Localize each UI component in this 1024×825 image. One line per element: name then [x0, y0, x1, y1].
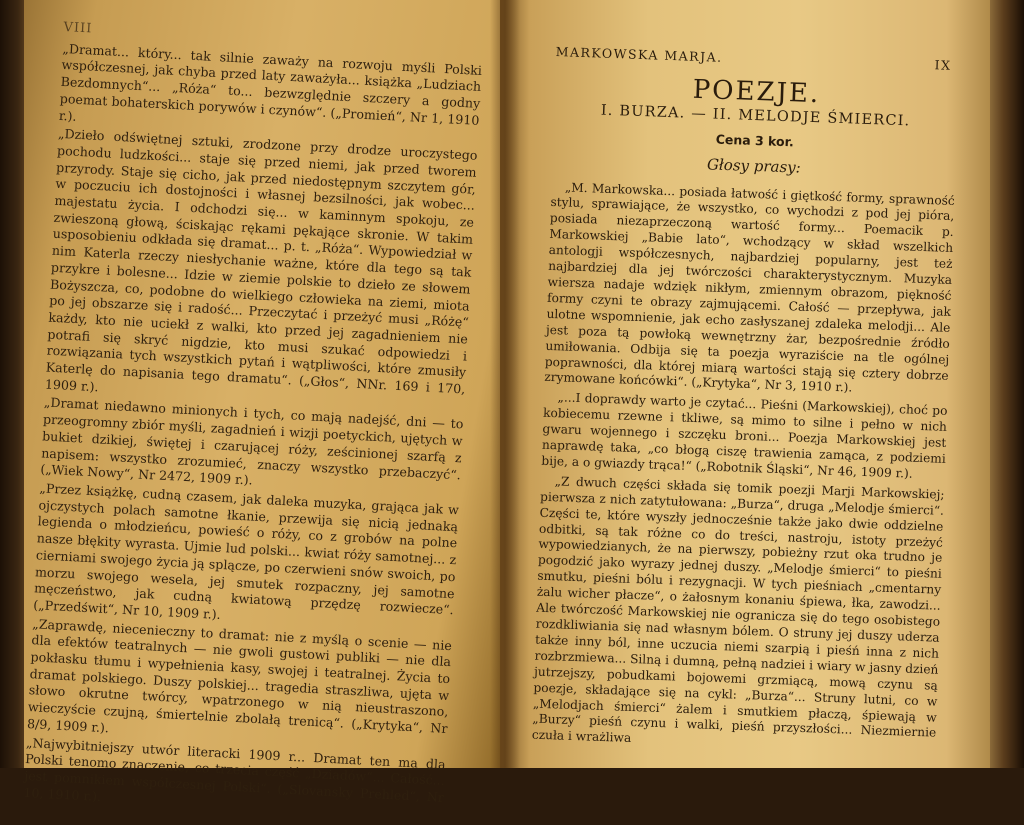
review-paragraph: „Dramat niedawno minionych i tych, co mają nadejść, dni — to przeogromny zbiór myśli, zagadnień i wizji poetyckich, ujętych w bukiet dzikiej, świętej i czarującej róży, ześcinionej szarfą z napisem: wszystko zrozumieć, znaczy wszystko przebaczyć“. („Wiek Nowy“, Nr 2472, 1909 r.).: [40, 394, 464, 488]
book-title: POEZJE.: [692, 74, 821, 110]
review-paragraph: „Zaprawdę, niecenieczny to dramat: nie z myślą o scenie — nie dla efektów teatralnych — nie gwoli gustowi publiki — nie dla pokłasku tłumu i wypełnienia kasy, swojej i teatralnej. Życia to dramat polskiego. Duszy polskiej... tragedia straszliwa, ujęta w słowo okrutne twórcy, wpatrzonego w nią nieustraszono, wieczyście czujną, śmiertelnie zbolałą trenicą“. („Krytyka“, Nr 8/9, 1909 r.).: [26, 615, 453, 737]
left-page-number: VIII: [63, 20, 93, 37]
review-paragraph: „...I doprawdy warto je czytać... Pieśni (Markowskiej), choć po kobiecemu rzewne i tkliwe, są mimo to silne i pełno w nich gwaru wojennego i szczęku broni... Poezja Markowskiej jest naprawdę taka, „co błogą ciszę trawienia zamąca, z podziemi bije, a o gwiazdy trąca!“ („Robotnik Śląski“, Nr 46, 1909 r.).: [541, 390, 948, 481]
press-reviews-heading: Głosy prasy:: [706, 154, 802, 177]
left-page-text: [23, 20, 483, 825]
right-page-text: [531, 44, 959, 762]
book-subtitle: I. BURZA. — II. MELODJE ŚMIERCI.: [600, 102, 911, 130]
review-paragraph: „M. Markowska... posiada łatwość i giętkość formy, sprawność stylu, sprawiające, że wszystko, co wychodzi z pod jej pióra, posiada niezaprzeczoną wartość formy... Poemacik p. Markowskiej „Babie lato“, wchodzący w skład wszelkich antologji współczesnych, najbardziej popularny, jest też najbardziej dla jej twórczości charakterystycznym. Muzyka wiersza nadaje wdzięk nikłym, zmiennym obrazom, piękność formy czyni te obrazy zajmującemi. Całość — przepływa, jak ulotne wspomnienie, jak echo zasłyszanej zdaleka melodji... Ale jest poza tą powłoką wewnętrzny żar, bezpośrednie źródło umiłowania. Odbija się ta poezja wyraziście na tle ogólnej poprawności, dla której miarą wartości stają się cztery dobrze zrymowane końcówki“. („Krytyka“, Nr 3, 1910 r.).: [544, 179, 956, 395]
review-paragraph: „Najwybitniejszy utwór literacki 1909 r... Dramat ten ma dla Polski tenomo znaczenie, co trzecia część „Dziadów“... Całość... jest pomnikiem współczesnej Polski“. („Slovansky Prehled“, Nr 10, 1910 r.).: [23, 734, 446, 805]
author-running-head: MARKOWSKA MARJA.: [555, 44, 723, 65]
review-paragraph: „Przez książkę, cudną czasem, jak daleka muzyka, grająca jak w ojczystych polach samotne łkanie, przewija się nicią jednaką legienda o młodzieńcu, powieść o róży, co z grobów na polne nasze błękity wyrasta. Ujmie lud polski... kwiat róży samotnej... z cierniami swojego życia ją splącze, po czerwieni snów swoich, po morzu swojego wesela, jej smutek rozpaczny, jej samotne męczeństwo, jak cudną kwiatową przędzę rozwiecze“. („Przedświt“, Nr 10, 1909 r.).: [32, 480, 460, 622]
review-paragraph: „Dzieło odświętnej sztuki, zrodzone przy drodze uroczystego pochodu ludzkości... staje się przed niemi, jak przed tworem przyrody. Staje się cicho, jak przed niedostępnym szczytem gór, w poczuciu ich dostojności i własnej bezsilności, jak wobec... majestatu życia. I odchodzi się... w kaminnym spokoju, ze zwieszoną głową, ściskając rękami pękające skronie. W takim usposobieniu odkłada się dramat... p. t. „Róża“. Wypowiedział w nim Katerla rzeczy niesłychanie ważne, które dla tego są tak przykre i bolesne... Idzie w ziemie polskie to dzieło ze słowem Bożyszcza, co, podobne do wielkiego człowieka na ziemi, miota po jej obszarze się i radość... Przeczytać i przeżyć musi „Różę“ każdy, kto nie uciekł z walki, kto przed jej zagadnieniem nie potrafi się skryć nigdzie, kto musi szukać odpowiedzi i rozwiązania tych wszystkich pytań i wątpliwości, które zmusiły Katerlę do napisania tego dramatu“. („Głos“, NNr. 169 i 170, 1909 r.).: [44, 126, 478, 397]
book-edge-right: [990, 0, 1024, 768]
review-paragraph: „Dramat... który... tak silnie zaważy na rozwoju myśli Polski współczesnej, jak chyba przed laty zaważyła... książka „Ludziach Bezdomnych“... „Róża“ to... bezwzględnie szczery a godny poemat bohaterskich porywów i czynów“. („Promień“, Nr 1, 1910 r.).: [58, 40, 483, 128]
review-paragraph: „Z dwuch części składa się tomik poezji Marji Markowskiej; pierwsza z nich zatytułowana: „Burza“, druga „Melodje śmierci“. Części te, które wyszły jednocześnie także jako dwie oddzielne odbitki, są tak różne co do treści, nastroju, istoty przeżyć wypowiedzianych, że na pierwszy, pobieżny rzut oka trudno je pogodzić jako wyrazy jednej duszy. „Melodje śmierci“ to pieśni smutku, pieśni bólu i rezygnacji. W tych pieśniach „cmentarny żalu wicher płacze“, o żałosnym konaniu śpiewa, łka, zawodzi... Ale twórczość Markowskiej nie ogranicza się do tego osobistego rozdkliwiania się nad własnym bólem. O struny jej duszy uderza także inny ból, inne uczucia niemi szarpią i pieśń inna z nich rozbrzmiewa... Silną i dumną, pełną nadziei i wiary w jasny dzień jutrzejszy, pobudkami bojowemi grzmiącą, mową czynu są poezje, składające się na cykl: „Burza“... Struny lutni, co w „Melodjach śmierci“ żalem i smutkiem płaczą, śpiewają w „Burzy“ pieśń czynu i walki, pieśń przyszłości... Niezmiernie czuła i wrażliwa: [531, 474, 945, 746]
book-gutter: [490, 0, 520, 768]
price-label: Cena 3 kor.: [715, 131, 795, 150]
right-page-number: IX: [934, 57, 952, 73]
